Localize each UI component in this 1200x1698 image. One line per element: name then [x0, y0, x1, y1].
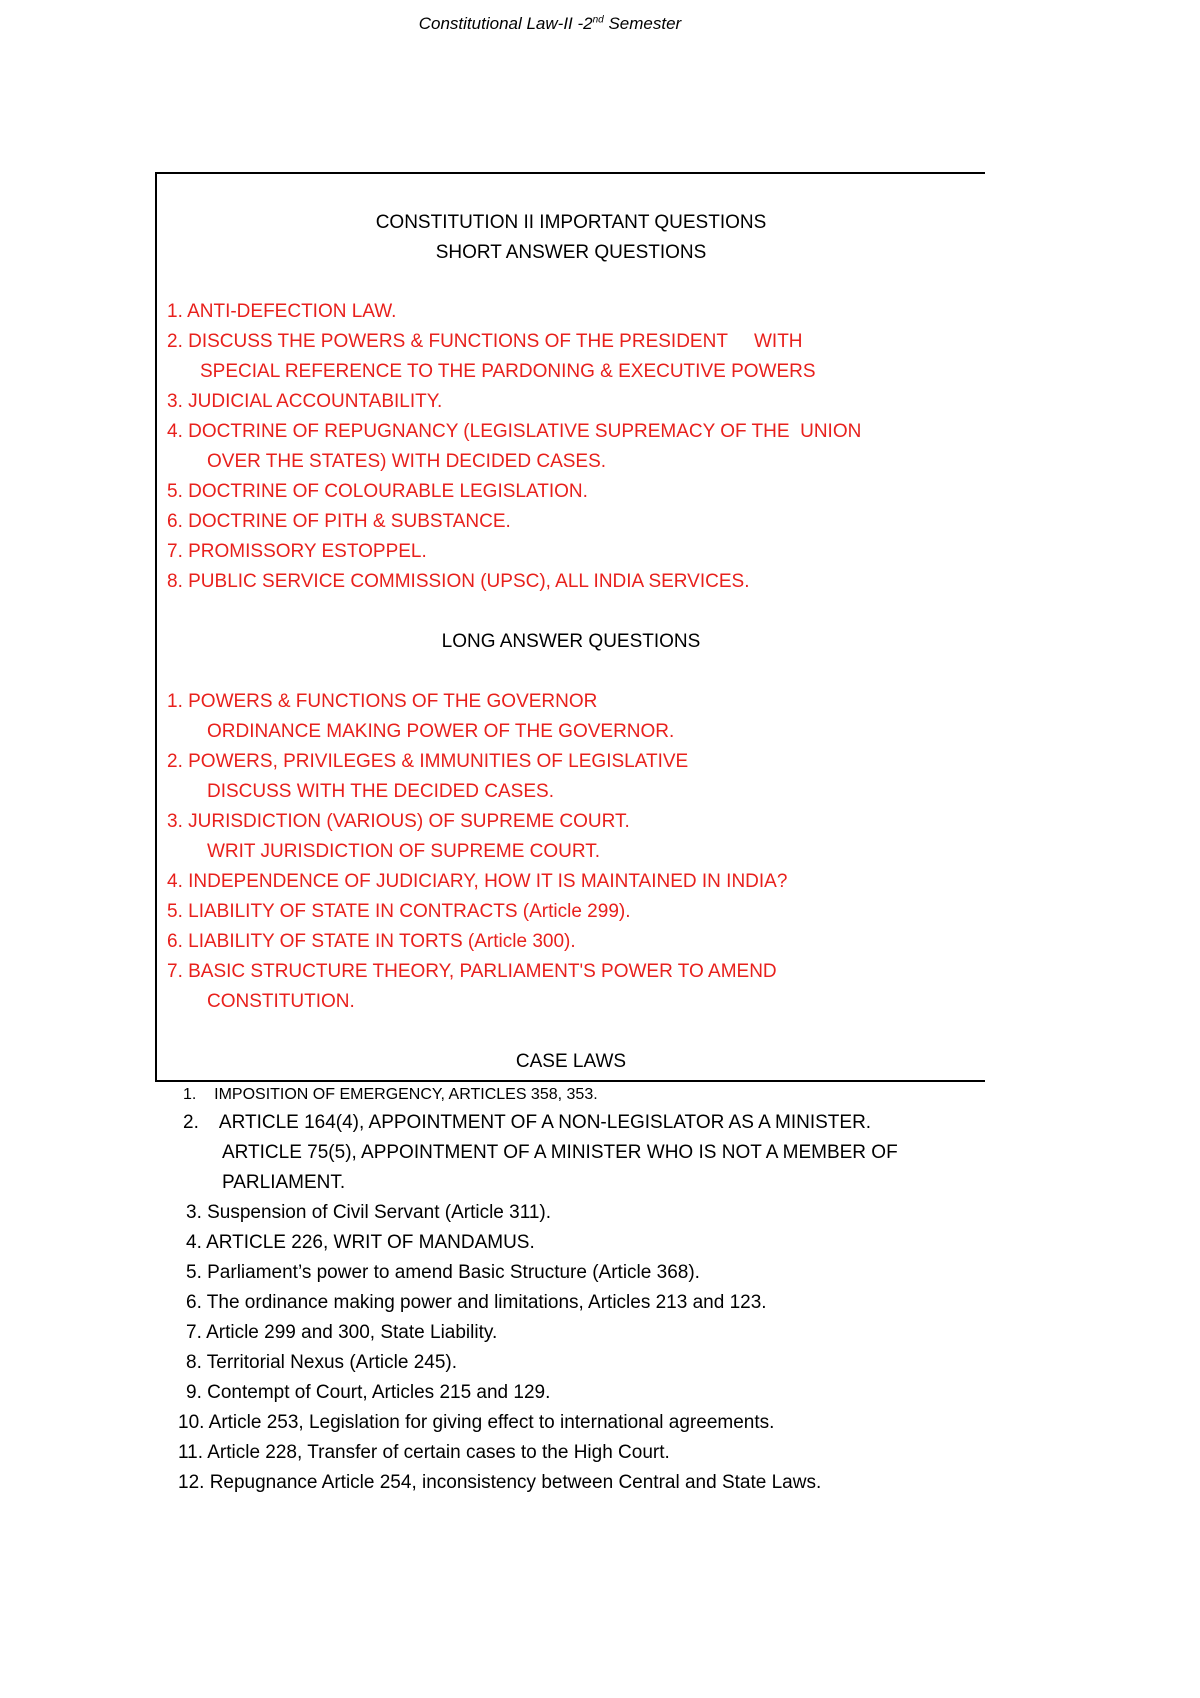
short-line: SPECIAL REFERENCE TO THE PARDONING & EXECUTIVE POWERS [200, 361, 816, 382]
short-line: 2. DISCUSS THE POWERS & FUNCTIONS OF THE PRESIDENT WITH [167, 331, 803, 352]
long-line: 2. POWERS, PRIVILEGES & IMMUNITIES OF LEGISLATIVE [167, 751, 689, 772]
long-line: CONSTITUTION. [207, 991, 355, 1012]
short-line: 7. PROMISSORY ESTOPPEL. [167, 541, 427, 562]
case-item: 8. Territorial Nexus (Article 245). [186, 1352, 458, 1373]
case-item: 1. IMPOSITION OF EMERGENCY, ARTICLES 358, 353. [183, 1086, 598, 1103]
case-item: 12. Repugnance Article 254, inconsistency between Central and State Laws. [178, 1472, 822, 1493]
case-item: 7. Article 299 and 300, State Liability. [186, 1322, 498, 1343]
short-heading: SHORT ANSWER QUESTIONS [435, 242, 707, 263]
long-line: 4. INDEPENDENCE OF JUDICIARY, HOW IT IS MAINTAINED IN INDIA? [167, 871, 788, 892]
case-item: 2. ARTICLE 164(4), APPOINTMENT OF A NON-LEGISLATOR AS A MINISTER. [183, 1112, 872, 1133]
short-line: 3. JUDICIAL ACCOUNTABILITY. [167, 391, 443, 412]
short-line: 1. ANTI-DEFECTION LAW. [167, 301, 397, 322]
case-item: 4. ARTICLE 226, WRIT OF MANDAMUS. [186, 1232, 535, 1253]
case-item: 3. Suspension of Civil Servant (Article 311). [186, 1202, 552, 1223]
header-title-sup: nd [592, 14, 604, 26]
case-item: ARTICLE 75(5), APPOINTMENT OF A MINISTER WHO IS NOT A MEMBER OF [222, 1142, 898, 1163]
short-line: 5. DOCTRINE OF COLOURABLE LEGISLATION. [167, 481, 588, 502]
long-line: 1. POWERS & FUNCTIONS OF THE GOVERNOR [167, 691, 598, 712]
case-item: PARLIAMENT. [222, 1172, 346, 1193]
long-line: DISCUSS WITH THE DECIDED CASES. [207, 781, 554, 802]
header-title-post: Semester [603, 14, 682, 33]
short-line: 4. DOCTRINE OF REPUGNANCY (LEGISLATIVE SUPREMACY OF THE UNION [167, 421, 862, 442]
case-item: 6. The ordinance making power and limitations, Articles 213 and 123. [186, 1292, 767, 1313]
case-item: 10. Article 253, Legislation for giving effect to international agreements. [178, 1412, 775, 1433]
short-line: 6. DOCTRINE OF PITH & SUBSTANCE. [167, 511, 511, 532]
long-line: 7. BASIC STRUCTURE THEORY, PARLIAMENT'S POWER TO AMEND [167, 961, 777, 982]
case-item: 5. Parliament’s power to amend Basic Structure (Article 368). [186, 1262, 700, 1283]
case-item: 11. Article 228, Transfer of certain cases to the High Court. [178, 1442, 670, 1463]
case-heading: CASE LAWS [515, 1051, 627, 1072]
case-item: 9. Contempt of Court, Articles 215 and 129. [186, 1382, 551, 1403]
long-line: 3. JURISDICTION (VARIOUS) OF SUPREME COURT. [167, 811, 630, 832]
long-line: 6. LIABILITY OF STATE IN TORTS (Article 300). [167, 931, 576, 952]
questions-box [155, 172, 985, 1082]
long-line: 5. LIABILITY OF STATE IN CONTRACTS (Article 299). [167, 901, 631, 922]
long-heading: LONG ANSWER QUESTIONS [441, 631, 701, 652]
box-title: CONSTITUTION II IMPORTANT QUESTIONS [375, 212, 767, 233]
short-line: 8. PUBLIC SERVICE COMMISSION (UPSC), ALL INDIA SERVICES. [167, 571, 750, 592]
long-line: WRIT JURISDICTION OF SUPREME COURT. [207, 841, 601, 862]
short-line: OVER THE STATES) WITH DECIDED CASES. [207, 451, 607, 472]
header-title-pre: Constitutional Law-II -2 [418, 14, 593, 33]
page-header [0, 14, 1100, 34]
long-line: ORDINANCE MAKING POWER OF THE GOVERNOR. [207, 721, 675, 742]
